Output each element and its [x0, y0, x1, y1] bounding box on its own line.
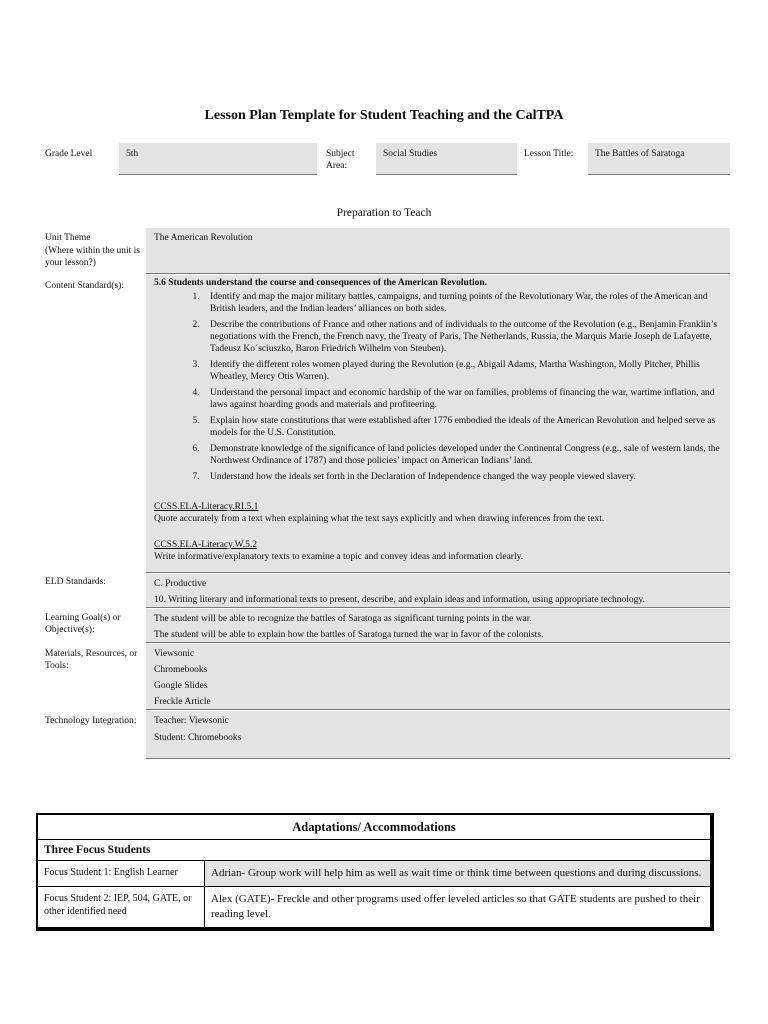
material-item: Viewsonic — [154, 649, 195, 659]
technology-line-2: Student: Chromebooks — [154, 733, 242, 743]
table-row — [38, 861, 710, 887]
learning-goals-label: Learning Goal(s) or Objective(s): — [45, 613, 121, 635]
goal-line-2: The student will be able to explain how the battles of Saratoga turned the war in favor of the colonists. — [154, 630, 544, 640]
focus-students-heading: Three Focus Students — [38, 840, 710, 861]
focus-student-label: Focus Student 2: IEP, 504, GATE, or other identified need — [38, 887, 205, 927]
adaptations-title: Adaptations/ Accommodations — [38, 815, 710, 840]
adaptations-table — [36, 813, 714, 931]
standard-item: 1. Identify and map the major military battles, campaigns, and turning points of the Revolutionary War, the roles of the American and British leaders, and the Indian leaders’ alliances on both sides. — [202, 291, 722, 315]
technology-line-1: Teacher: Viewsonic — [154, 716, 229, 726]
unit-theme-sublabel: (Where within the unit is your lesson?) — [45, 246, 140, 268]
subject-label-line-2: Area: — [326, 161, 348, 171]
preparation-heading: Preparation to Teach — [336, 207, 432, 219]
focus-student-label: Focus Student 1: English Learner — [38, 861, 205, 886]
content-standards-field[interactable] — [146, 275, 730, 573]
eld-standards-field[interactable] — [146, 574, 730, 608]
standards-list — [154, 291, 722, 483]
content-standards-label: Content Standard(s): — [45, 281, 124, 291]
standard-item: 2. Describe the contributions of France and other nations and of individuals to the outcome of the Revolution (e.g., Benjamin Franklin’s negotiations with the French, the French navy, the Treaty of Paris, The Netherlands, Russia, the Marquis Marie Joseph de Lafayette, Tadeusz Ko´sciuszko, Baron Friedrich Wilhelm von Steuben). — [202, 319, 722, 355]
subject-label-line-1: Subject — [326, 149, 355, 159]
materials-field[interactable] — [146, 644, 730, 710]
goal-line-1: The student will be able to recognize the battles of Saratoga as significant turning points in the war. — [154, 614, 532, 624]
standard-item: 3. Identify the different roles women played during the Revolution (e.g., Abigail Adams, Martha Washington, Molly Pitcher, Phillis Wheatley, Mercy Otis Warren). — [202, 359, 722, 383]
grade-level-field[interactable]: 5th — [119, 143, 317, 175]
focus-student-field[interactable]: Alex (GATE)- Freckle and other programs used offer leveled articles so that GATE students are pushed to their reading level. — [205, 887, 710, 927]
standard-item: 4. Understand the personal impact and economic hardship of the war on families, problems of financing the war, wartime inflation, and laws against hoarding goods and materials and profiteering. — [202, 387, 722, 411]
document-title: Lesson Plan Template for Student Teaching and the CalTPA — [204, 108, 564, 123]
subject-area-field[interactable]: Social Studies — [376, 143, 517, 175]
standard-item: 5. Explain how state constitutions that were established after 1776 embodied the ideals of the American Revolution and helped serve as models for the U.S. Constitution. — [202, 415, 722, 439]
material-item: Google Slides — [154, 681, 208, 691]
grade-level-label: Grade Level — [45, 149, 93, 159]
unit-theme-label: Unit Theme — [45, 233, 91, 243]
ccss-code[interactable]: CCSS.ELA-Literacy.W.5.2 — [154, 540, 257, 550]
lesson-title-field[interactable]: The Battles of Saratoga — [588, 143, 730, 175]
standard-item: 7. Understand how the ideals set forth in the Declaration of Independence changed the way people viewed slavery. — [202, 471, 722, 483]
unit-theme-field[interactable]: The American Revolution — [146, 228, 730, 274]
table-row — [38, 887, 710, 927]
technology-field[interactable] — [146, 711, 730, 759]
materials-label: Materials, Resources, or Tools: — [45, 649, 138, 671]
ccss-standard-1 — [154, 501, 722, 525]
eld-line-2: 10. Writing literary and informational texts to present, describe, and explain ideas and information, using appropriate technology. — [154, 595, 645, 605]
technology-label: Technology Integration: — [45, 716, 137, 726]
subject-area-label — [326, 148, 355, 172]
eld-line-1: C. Productive — [154, 579, 207, 589]
ccss-standard-2 — [154, 539, 722, 563]
ccss-code[interactable]: CCSS.ELA-Literacy.RI.5.1 — [154, 502, 259, 512]
focus-student-field[interactable]: Adrian- Group work will help him as well as wait time or think time between questions and during discussions. — [205, 861, 710, 886]
unit-theme-label-block — [45, 232, 141, 269]
lesson-title-label: Lesson Title: — [524, 149, 574, 159]
material-item: Freckle Article — [154, 697, 211, 707]
eld-standards-label: ELD Standards: — [45, 577, 106, 587]
material-item: Chromebooks — [154, 665, 208, 675]
ccss-text: Write informative/explanatory texts to examine a topic and convey ideas and information clearly. — [154, 552, 524, 562]
standard-heading: 5.6 Students understand the course and consequences of the American Revolution. — [154, 278, 488, 288]
ccss-text: Quote accurately from a text when explaining what the text says explicitly and when drawing inferences from the text. — [154, 514, 605, 524]
learning-goals-field[interactable] — [146, 609, 730, 643]
standard-item: 6. Demonstrate knowledge of the significance of land policies developed under the Continental Congress (e.g., sale of western lands, the Northwest Ordinance of 1787) and those policies’ impact on American Indians’ land. — [202, 443, 722, 467]
